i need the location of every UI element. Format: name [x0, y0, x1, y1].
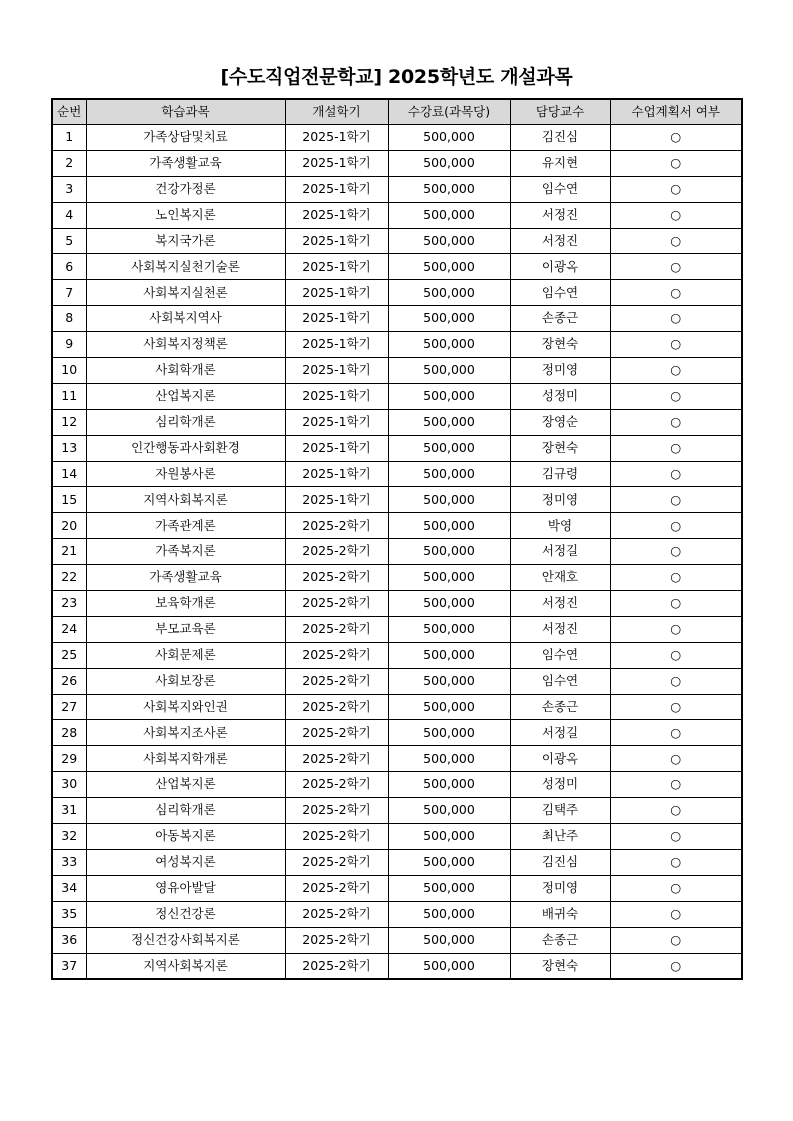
row-number: 32: [52, 824, 86, 850]
row-number: 6: [52, 254, 86, 280]
professor: 김진심: [510, 125, 610, 151]
header-term: 개설학기: [285, 99, 388, 125]
table-row: [52, 565, 742, 591]
term: 2025-2학기: [285, 901, 388, 927]
term: 2025-1학기: [285, 228, 388, 254]
row-number: 34: [52, 875, 86, 901]
table-row: [52, 487, 742, 513]
fee: 500,000: [388, 824, 510, 850]
table-row: [52, 409, 742, 435]
term: 2025-2학기: [285, 642, 388, 668]
term: 2025-2학기: [285, 565, 388, 591]
fee: 500,000: [388, 616, 510, 642]
row-number: 7: [52, 280, 86, 306]
course-name: 심리학개론: [86, 409, 285, 435]
professor: 서정진: [510, 202, 610, 228]
table-row: [52, 254, 742, 280]
course-name: 정신건강론: [86, 901, 285, 927]
course-name: 사회복지와인권: [86, 694, 285, 720]
header-course: 학습과목: [86, 99, 285, 125]
table-row: [52, 668, 742, 694]
fee: 500,000: [388, 513, 510, 539]
course-name: 사회복지역사: [86, 306, 285, 332]
syllabus-mark: ○: [610, 824, 742, 850]
course-name: 사회복지실천기술론: [86, 254, 285, 280]
syllabus-mark: ○: [610, 176, 742, 202]
table-row: [52, 720, 742, 746]
syllabus-mark: ○: [610, 150, 742, 176]
syllabus-mark: ○: [610, 306, 742, 332]
course-name: 정신건강사회복지론: [86, 927, 285, 953]
syllabus-mark: ○: [610, 487, 742, 513]
course-name: 사회보장론: [86, 668, 285, 694]
course-name: 사회복지조사론: [86, 720, 285, 746]
course-name: 사회복지정책론: [86, 332, 285, 358]
syllabus-mark: ○: [610, 849, 742, 875]
table-row: [52, 539, 742, 565]
term: 2025-1학기: [285, 150, 388, 176]
row-number: 5: [52, 228, 86, 254]
course-name: 보육학개론: [86, 591, 285, 617]
course-name: 산업복지론: [86, 383, 285, 409]
row-number: 12: [52, 409, 86, 435]
syllabus-mark: ○: [610, 383, 742, 409]
professor: 최난주: [510, 824, 610, 850]
term: 2025-1학기: [285, 358, 388, 384]
professor: 손종근: [510, 306, 610, 332]
syllabus-mark: ○: [610, 280, 742, 306]
table-row: [52, 849, 742, 875]
syllabus-mark: ○: [610, 875, 742, 901]
syllabus-mark: ○: [610, 668, 742, 694]
table-row: [52, 306, 742, 332]
syllabus-mark: ○: [610, 927, 742, 953]
row-number: 22: [52, 565, 86, 591]
syllabus-mark: ○: [610, 409, 742, 435]
table-row: [52, 202, 742, 228]
syllabus-mark: ○: [610, 358, 742, 384]
syllabus-mark: ○: [610, 202, 742, 228]
fee: 500,000: [388, 927, 510, 953]
term: 2025-2학기: [285, 720, 388, 746]
syllabus-mark: ○: [610, 720, 742, 746]
syllabus-mark: ○: [610, 746, 742, 772]
course-name: 가족관계론: [86, 513, 285, 539]
header-no: 순번: [52, 99, 86, 125]
row-number: 23: [52, 591, 86, 617]
course-name: 사회문제론: [86, 642, 285, 668]
table-row: [52, 591, 742, 617]
syllabus-mark: ○: [610, 539, 742, 565]
table-row: [52, 228, 742, 254]
syllabus-mark: ○: [610, 694, 742, 720]
row-number: 21: [52, 539, 86, 565]
table-row: [52, 901, 742, 927]
fee: 500,000: [388, 125, 510, 151]
fee: 500,000: [388, 798, 510, 824]
professor: 장현숙: [510, 332, 610, 358]
table-row: [52, 694, 742, 720]
term: 2025-2학기: [285, 694, 388, 720]
fee: 500,000: [388, 539, 510, 565]
fee: 500,000: [388, 409, 510, 435]
syllabus-mark: ○: [610, 254, 742, 280]
professor: 김택주: [510, 798, 610, 824]
professor: 서정진: [510, 616, 610, 642]
professor: 손종근: [510, 927, 610, 953]
fee: 500,000: [388, 642, 510, 668]
row-number: 24: [52, 616, 86, 642]
professor: 장현숙: [510, 953, 610, 979]
term: 2025-1학기: [285, 202, 388, 228]
course-name: 사회복지실천론: [86, 280, 285, 306]
course-name: 지역사회복지론: [86, 953, 285, 979]
professor: 임수연: [510, 642, 610, 668]
table-row: [52, 332, 742, 358]
term: 2025-1학기: [285, 383, 388, 409]
term: 2025-2학기: [285, 591, 388, 617]
term: 2025-1학기: [285, 176, 388, 202]
table-row: [52, 824, 742, 850]
row-number: 8: [52, 306, 86, 332]
professor: 임수연: [510, 280, 610, 306]
syllabus-mark: ○: [610, 772, 742, 798]
row-number: 28: [52, 720, 86, 746]
syllabus-mark: ○: [610, 125, 742, 151]
fee: 500,000: [388, 875, 510, 901]
fee: 500,000: [388, 772, 510, 798]
fee: 500,000: [388, 953, 510, 979]
table-body: [52, 125, 742, 980]
table-row: [52, 150, 742, 176]
professor: 서정길: [510, 539, 610, 565]
syllabus-mark: ○: [610, 565, 742, 591]
fee: 500,000: [388, 746, 510, 772]
fee: 500,000: [388, 383, 510, 409]
term: 2025-2학기: [285, 927, 388, 953]
term: 2025-2학기: [285, 824, 388, 850]
professor: 정미영: [510, 487, 610, 513]
term: 2025-2학기: [285, 513, 388, 539]
syllabus-mark: ○: [610, 616, 742, 642]
course-name: 심리학개론: [86, 798, 285, 824]
course-name: 건강가정론: [86, 176, 285, 202]
term: 2025-1학기: [285, 487, 388, 513]
professor: 임수연: [510, 668, 610, 694]
course-name: 지역사회복지론: [86, 487, 285, 513]
professor: 장현숙: [510, 435, 610, 461]
header-syllabus: 수업계획서 여부: [610, 99, 742, 125]
table-row: [52, 875, 742, 901]
course-name: 인간행동과사회환경: [86, 435, 285, 461]
row-number: 9: [52, 332, 86, 358]
syllabus-mark: ○: [610, 901, 742, 927]
term: 2025-1학기: [285, 409, 388, 435]
professor: 김규령: [510, 461, 610, 487]
professor: 김진심: [510, 849, 610, 875]
course-name: 영유아발달: [86, 875, 285, 901]
course-name: 복지국가론: [86, 228, 285, 254]
course-name: 자원봉사론: [86, 461, 285, 487]
term: 2025-1학기: [285, 306, 388, 332]
table-row: [52, 125, 742, 151]
fee: 500,000: [388, 358, 510, 384]
fee: 500,000: [388, 720, 510, 746]
row-number: 15: [52, 487, 86, 513]
course-name: 산업복지론: [86, 772, 285, 798]
course-name: 노인복지론: [86, 202, 285, 228]
table-row: [52, 746, 742, 772]
table-row: [52, 953, 742, 979]
professor: 서정진: [510, 591, 610, 617]
table-row: [52, 513, 742, 539]
term: 2025-1학기: [285, 280, 388, 306]
fee: 500,000: [388, 435, 510, 461]
term: 2025-1학기: [285, 461, 388, 487]
term: 2025-2학기: [285, 668, 388, 694]
row-number: 36: [52, 927, 86, 953]
table-row: [52, 176, 742, 202]
table-row: [52, 461, 742, 487]
table-header-row: [52, 99, 742, 125]
row-number: 13: [52, 435, 86, 461]
professor: 이광옥: [510, 746, 610, 772]
table-row: [52, 772, 742, 798]
course-name: 가족상담및치료: [86, 125, 285, 151]
header-professor: 담당교수: [510, 99, 610, 125]
table-row: [52, 383, 742, 409]
fee: 500,000: [388, 176, 510, 202]
row-number: 37: [52, 953, 86, 979]
course-name: 가족생활교육: [86, 150, 285, 176]
row-number: 2: [52, 150, 86, 176]
fee: 500,000: [388, 332, 510, 358]
row-number: 29: [52, 746, 86, 772]
table-row: [52, 642, 742, 668]
fee: 500,000: [388, 668, 510, 694]
professor: 정미영: [510, 358, 610, 384]
row-number: 30: [52, 772, 86, 798]
professor: 안재호: [510, 565, 610, 591]
professor: 정미영: [510, 875, 610, 901]
row-number: 10: [52, 358, 86, 384]
fee: 500,000: [388, 228, 510, 254]
professor: 손종근: [510, 694, 610, 720]
syllabus-mark: ○: [610, 642, 742, 668]
fee: 500,000: [388, 591, 510, 617]
table-row: [52, 616, 742, 642]
term: 2025-2학기: [285, 953, 388, 979]
term: 2025-2학기: [285, 849, 388, 875]
fee: 500,000: [388, 694, 510, 720]
course-name: 아동복지론: [86, 824, 285, 850]
professor: 서정진: [510, 228, 610, 254]
professor: 유지현: [510, 150, 610, 176]
term: 2025-1학기: [285, 254, 388, 280]
syllabus-mark: ○: [610, 953, 742, 979]
professor: 이광옥: [510, 254, 610, 280]
professor: 장영순: [510, 409, 610, 435]
professor: 박영: [510, 513, 610, 539]
table-row: [52, 798, 742, 824]
row-number: 27: [52, 694, 86, 720]
syllabus-mark: ○: [610, 332, 742, 358]
row-number: 14: [52, 461, 86, 487]
course-name: 가족생활교육: [86, 565, 285, 591]
professor: 성정미: [510, 383, 610, 409]
term: 2025-2학기: [285, 875, 388, 901]
fee: 500,000: [388, 487, 510, 513]
professor: 서정길: [510, 720, 610, 746]
header-fee: 수강료(과목당): [388, 99, 510, 125]
course-name: 부모교육론: [86, 616, 285, 642]
fee: 500,000: [388, 849, 510, 875]
row-number: 11: [52, 383, 86, 409]
term: 2025-2학기: [285, 746, 388, 772]
row-number: 4: [52, 202, 86, 228]
row-number: 20: [52, 513, 86, 539]
course-table: [51, 98, 743, 980]
row-number: 25: [52, 642, 86, 668]
syllabus-mark: ○: [610, 461, 742, 487]
table-row: [52, 927, 742, 953]
row-number: 26: [52, 668, 86, 694]
row-number: 1: [52, 125, 86, 151]
syllabus-mark: ○: [610, 591, 742, 617]
fee: 500,000: [388, 280, 510, 306]
row-number: 3: [52, 176, 86, 202]
fee: 500,000: [388, 202, 510, 228]
page-title: [수도직업전문학교] 2025학년도 개설과목: [220, 66, 573, 88]
fee: 500,000: [388, 461, 510, 487]
row-number: 35: [52, 901, 86, 927]
term: 2025-1학기: [285, 125, 388, 151]
table-row: [52, 435, 742, 461]
term: 2025-1학기: [285, 435, 388, 461]
syllabus-mark: ○: [610, 435, 742, 461]
row-number: 31: [52, 798, 86, 824]
fee: 500,000: [388, 150, 510, 176]
fee: 500,000: [388, 306, 510, 332]
term: 2025-2학기: [285, 772, 388, 798]
course-name: 사회복지학개론: [86, 746, 285, 772]
course-name: 여성복지론: [86, 849, 285, 875]
course-name: 가족복지론: [86, 539, 285, 565]
term: 2025-1학기: [285, 332, 388, 358]
professor: 배귀숙: [510, 901, 610, 927]
syllabus-mark: ○: [610, 513, 742, 539]
table-row: [52, 280, 742, 306]
fee: 500,000: [388, 565, 510, 591]
professor: 임수연: [510, 176, 610, 202]
term: 2025-2학기: [285, 798, 388, 824]
term: 2025-2학기: [285, 616, 388, 642]
syllabus-mark: ○: [610, 228, 742, 254]
term: 2025-2학기: [285, 539, 388, 565]
row-number: 33: [52, 849, 86, 875]
syllabus-mark: ○: [610, 798, 742, 824]
professor: 성정미: [510, 772, 610, 798]
table-row: [52, 358, 742, 384]
course-name: 사회학개론: [86, 358, 285, 384]
fee: 500,000: [388, 901, 510, 927]
fee: 500,000: [388, 254, 510, 280]
